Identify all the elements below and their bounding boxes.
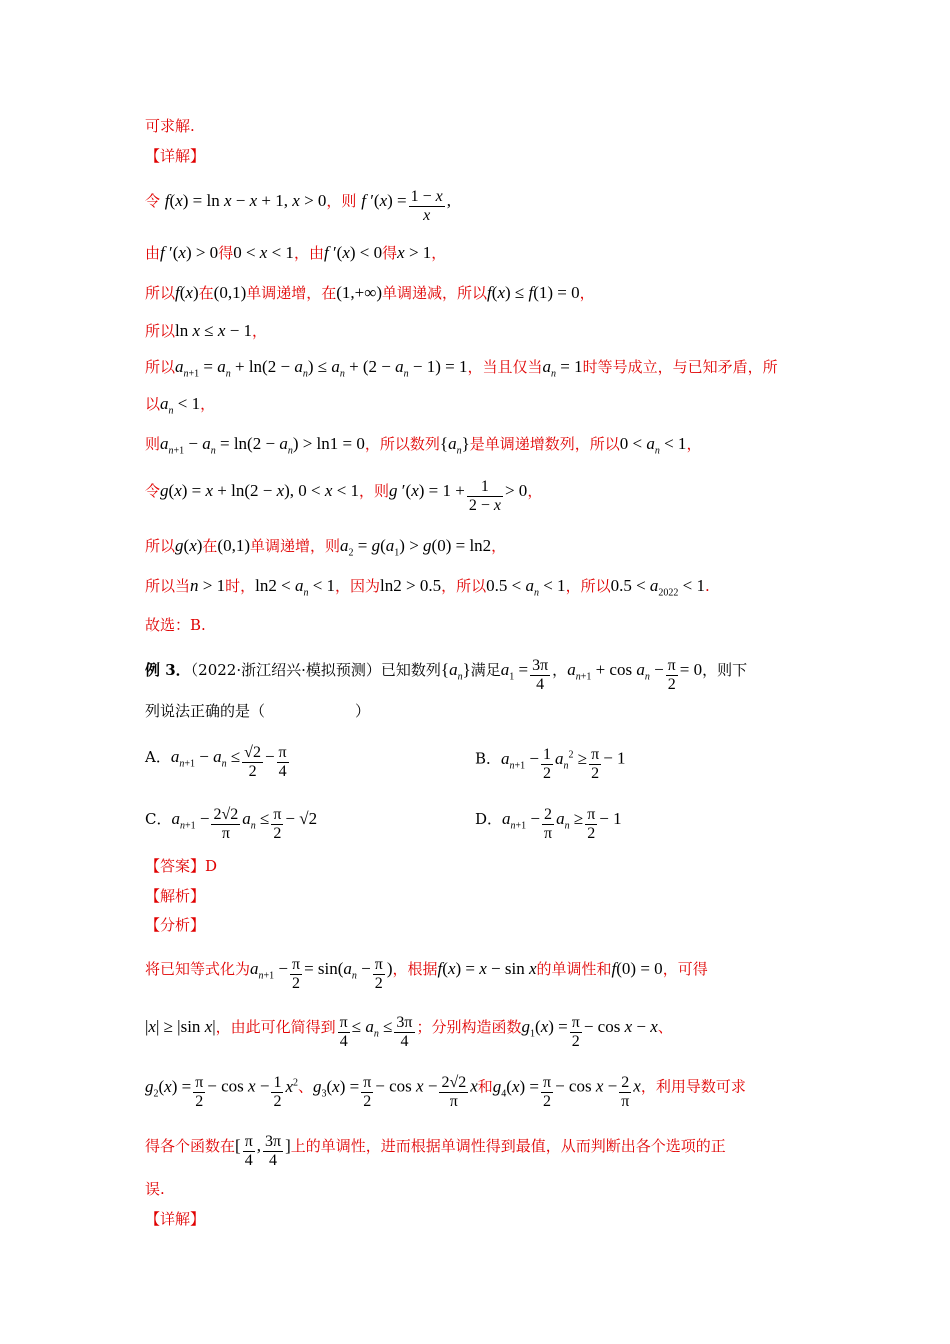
option-c: C．$a_{n+1}$ − $\frac{2√2}{\pi}$ $a_n$ ≤ $\frac{\pi}{2}$ − √2 bbox=[145, 806, 318, 842]
answer-line: 【答案】D bbox=[145, 857, 218, 875]
text-line: 所以$a_{n+1} = a_n + \ln(2 - a_n) \le a_n + (2 - a_n - 1) = 1$，当且仅当$a_n = 1$时等号成立，与已知矛盾，所 bbox=[145, 357, 778, 380]
text-line: 则$a_{n+1} - a_n = \ln(2 - a_n) > \ln 1 = 0$，所以数列$\{a_n\}$是单调递增数列，所以$0 < a_n < 1$， bbox=[145, 434, 702, 457]
text-line: $g_2(x)$ = $\frac{\pi}{2}$ − cos x − $\frac{1}{2}$ $x^2$、$g_3(x)$ = $\frac{\pi}{2}$ − cos x − $\frac{2√2}{\pi}$ x和$g_4(x)$ = $\frac{\pi}{2}$ − cos x − $\frac{2}{\pi}$ x，利用导数可求 bbox=[145, 1073, 746, 1110]
text-line: |x| ≥ |sin x|，由此可化简得到 $\frac{\pi}{4}$ ≤ $a_n$ ≤ $\frac{3\pi}{4}$ ；分别构造函数$g_1(x)$ = $\frac{\pi}{2}$ − cos x − x、 bbox=[145, 1014, 673, 1050]
text-line: 得各个函数在[ $\frac{\pi}{4}$ , $\frac{3\pi}{4}$ ]上的单调性，进而根据单调性得到最值，从而判断出各个选项的正 bbox=[145, 1133, 726, 1169]
section-heading: 【详解】 bbox=[145, 147, 206, 165]
text-line: 故选：B. bbox=[145, 616, 206, 634]
text-line: 可求解. bbox=[145, 117, 195, 135]
option-d: D．$a_{n+1}$ − $\frac{2}{\pi}$ $a_n$ ≥ $\frac{\pi}{2}$ − 1 bbox=[475, 806, 622, 842]
example-statement: 例 3．（2022·浙江绍兴·模拟预测）已知数列$\{a_n\}$满足$a_1$ = $\frac{3\pi}{4}$ ，$a_{n+1} + \cos a_n$ − $\frac{\pi}{2}$ = 0，则下 bbox=[145, 657, 748, 693]
section-heading: 【解析】 bbox=[145, 887, 206, 905]
section-heading: 【详解】 bbox=[145, 1210, 206, 1228]
option-b: B．$a_{n+1}$ − $\frac{1}{2}$ $a_n^2$ ≥ $\frac{\pi}{2}$ − 1 bbox=[475, 745, 626, 782]
text-line: 由f ′(x) > 0得0 < x < 1，由f ′(x) < 0得x > 1， bbox=[145, 243, 447, 262]
text-line: 令g(x) = x + ln(2 − x), 0 < x < 1，则g ′(x) = 1 + $\frac{1}{2 - x}$ > 0， bbox=[145, 478, 543, 514]
section-heading: 【分析】 bbox=[145, 916, 206, 934]
text-line: 以$a_n < 1$， bbox=[145, 394, 216, 417]
text-line: 所以f(x)在(0,1)单调递增，在(1,+∞)单调递减，所以f(x) ≤ f(1) = 0， bbox=[145, 283, 595, 302]
text-line: 将已知等式化为$a_{n+1}$ − $\frac{\pi}{2}$ = $\sin(a_n$ − $\frac{\pi}{2}$ )，根据f(x) = x − sin x的单调性和f(0) = 0，可得 bbox=[145, 956, 708, 992]
text-line: 误. bbox=[145, 1180, 165, 1198]
example-statement: 列说法正确的是（ ） bbox=[145, 702, 371, 720]
text-line: 所以g(x)在(0,1)单调递增，则$a_2 = g(a_1) > g(0) = \ln 2$， bbox=[145, 536, 507, 559]
option-a: A．$a_{n+1} - a_n$ ≤ $\frac{√2}{2}$ − $\frac{\pi}{4}$ bbox=[145, 744, 287, 780]
text-line: 令 f(x) = ln x − x + 1, x > 0，则 f ′(x) = $\frac{1 - x}{x}$ , bbox=[145, 188, 452, 224]
text-line: 所以ln x ≤ x − 1， bbox=[145, 321, 268, 340]
text-line: 所以当n > 1时，$\ln 2 < a_n < 1$，因为ln2 > 0.5，所以$0.5 < a_n < 1$，所以$0.5 < a_{2022} < 1$. bbox=[145, 576, 710, 599]
